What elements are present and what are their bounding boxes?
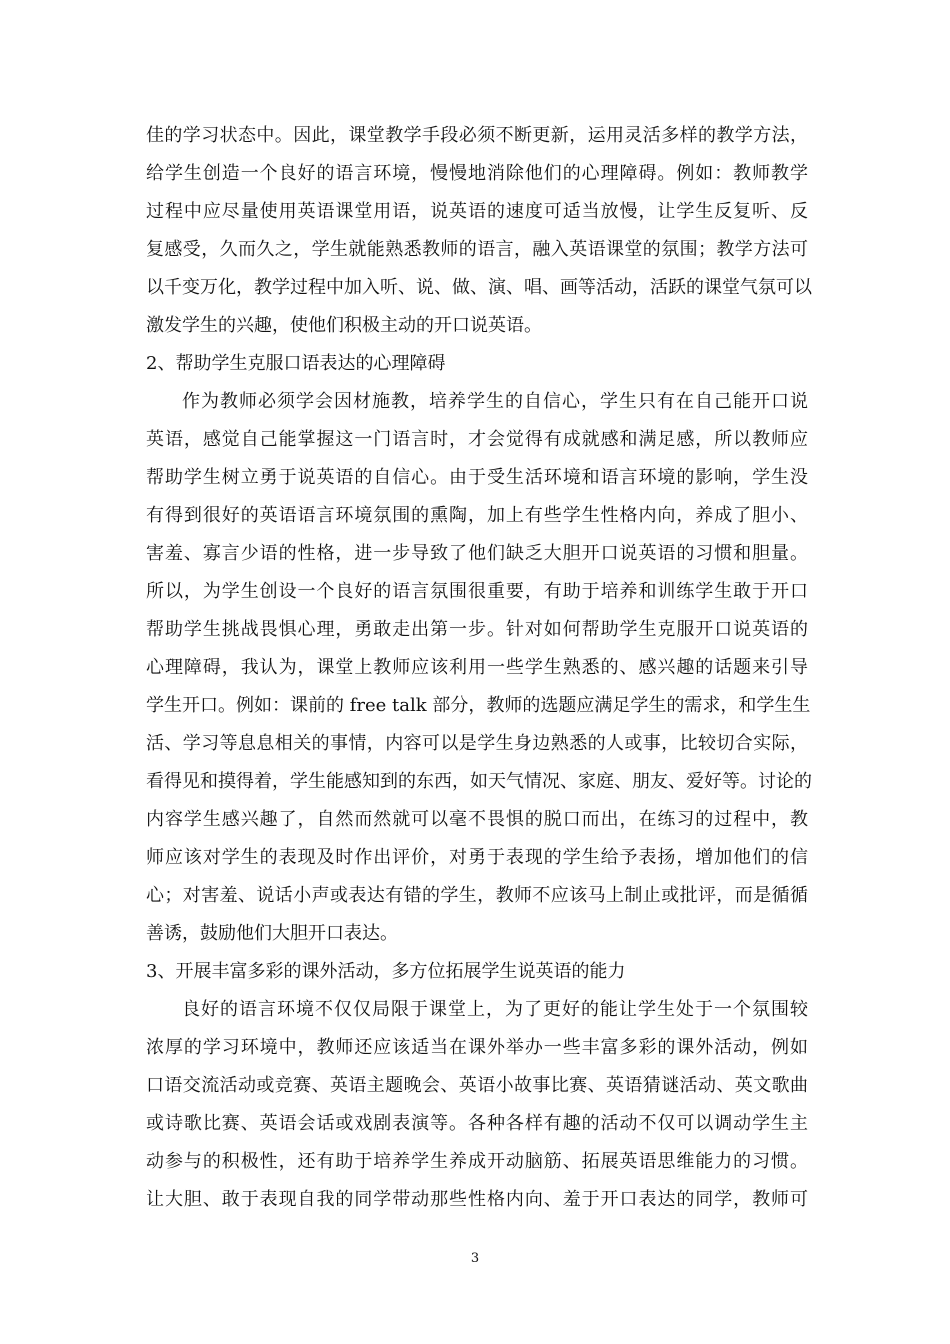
body-text-line: 英语，感觉自己能掌握这一门语言时，才会觉得有成就感和满足感，所以教师应 (146, 429, 808, 450)
body-text-line: 心理障碍，我认为，课堂上教师应该利用一些学生熟悉的、感兴趣的话题来引导 (146, 657, 808, 678)
body-text-line: 良好的语言环境不仅仅局限于课堂上，为了更好的能让学生处于一个氛围较 (182, 999, 808, 1020)
body-text-line: 口语交流活动或竞赛、英语主题晚会、英语小故事比赛、英语猜谜活动、英文歌曲 (146, 1075, 808, 1096)
body-text-line: 活、学习等息息相关的事情，内容可以是学生身边熟悉的人或事，比较切合实际， (146, 733, 808, 754)
body-text-line: 复感受，久而久之，学生就能熟悉教师的语言，融入英语课堂的氛围；教学方法可 (146, 239, 808, 260)
body-text-line: 帮助学生树立勇于说英语的自信心。由于受生活环境和语言环境的影响，学生没 (146, 467, 808, 488)
page-number: 3 (470, 1251, 480, 1266)
body-text-line: 善诱，鼓励他们大胆开口表达。 (146, 923, 398, 944)
body-text-line: 帮助学生挑战畏惧心理，勇敢走出第一步。针对如何帮助学生克服开口说英语的 (146, 619, 808, 640)
body-text-line: 激发学生的兴趣，使他们积极主动的开口说英语。 (146, 315, 542, 336)
body-text-line: 作为教师必须学会因材施教，培养学生的自信心，学生只有在自己能开口说 (182, 391, 808, 412)
body-text-line: 动参与的积极性，还有助于培养学生养成开动脑筋、拓展英语思维能力的习惯。 (146, 1151, 808, 1172)
body-text-line: 内容学生感兴趣了，自然而然就可以毫不畏惧的脱口而出，在练习的过程中，教 (146, 809, 808, 830)
body-text-line: 看得见和摸得着，学生能感知到的东西，如天气情况、家庭、朋友、爱好等。讨论的 (146, 771, 812, 792)
body-text-line: 或诗歌比赛、英语会话或戏剧表演等。各种各样有趣的活动不仅可以调动学生主 (146, 1113, 808, 1134)
body-text-line: 所以，为学生创设一个良好的语言氛围很重要，有助于培养和训练学生敢于开口 (146, 581, 808, 602)
body-text-line: 佳的学习状态中。因此，课堂教学手段必须不断更新，运用灵活多样的教学方法， (146, 125, 808, 146)
body-text-line: 让大胆、敢于表现自我的同学带动那些性格内向、羞于开口表达的同学，教师可 (146, 1189, 808, 1210)
body-text-line: 给学生创造一个良好的语言环境，慢慢地消除他们的心理障碍。例如：教师教学 (146, 163, 808, 184)
section-heading-2: 2、帮助学生克服口语表达的心理障碍 (146, 353, 446, 374)
body-text-line: 浓厚的学习环境中，教师还应该适当在课外举办一些丰富多彩的课外活动，例如 (146, 1037, 808, 1058)
body-text-line: 心；对害羞、说话小声或表达有错的学生，教师不应该马上制止或批评，而是循循 (146, 885, 808, 906)
body-text-line: 过程中应尽量使用英语课堂用语，说英语的速度可适当放慢，让学生反复听、反 (146, 201, 808, 222)
body-text-line: 有得到很好的英语语言环境氛围的熏陶，加上有些学生性格内向，养成了胆小、 (146, 505, 808, 526)
body-text-line: 以千变万化，教学过程中加入听、说、做、演、唱、画等活动，活跃的课堂气氛可以 (146, 277, 812, 298)
section-heading-3: 3、开展丰富多彩的课外活动，多方位拓展学生说英语的能力 (146, 961, 626, 982)
body-text-line: 学生开口。例如：课前的 free talk 部分，教师的选题应满足学生的需求，和学生生 (146, 695, 811, 716)
body-text-line: 害羞、寡言少语的性格，进一步导致了他们缺乏大胆开口说英语的习惯和胆量。 (146, 543, 808, 564)
body-text-line: 师应该对学生的表现及时作出评价，对勇于表现的学生给予表扬，增加他们的信 (146, 847, 808, 868)
